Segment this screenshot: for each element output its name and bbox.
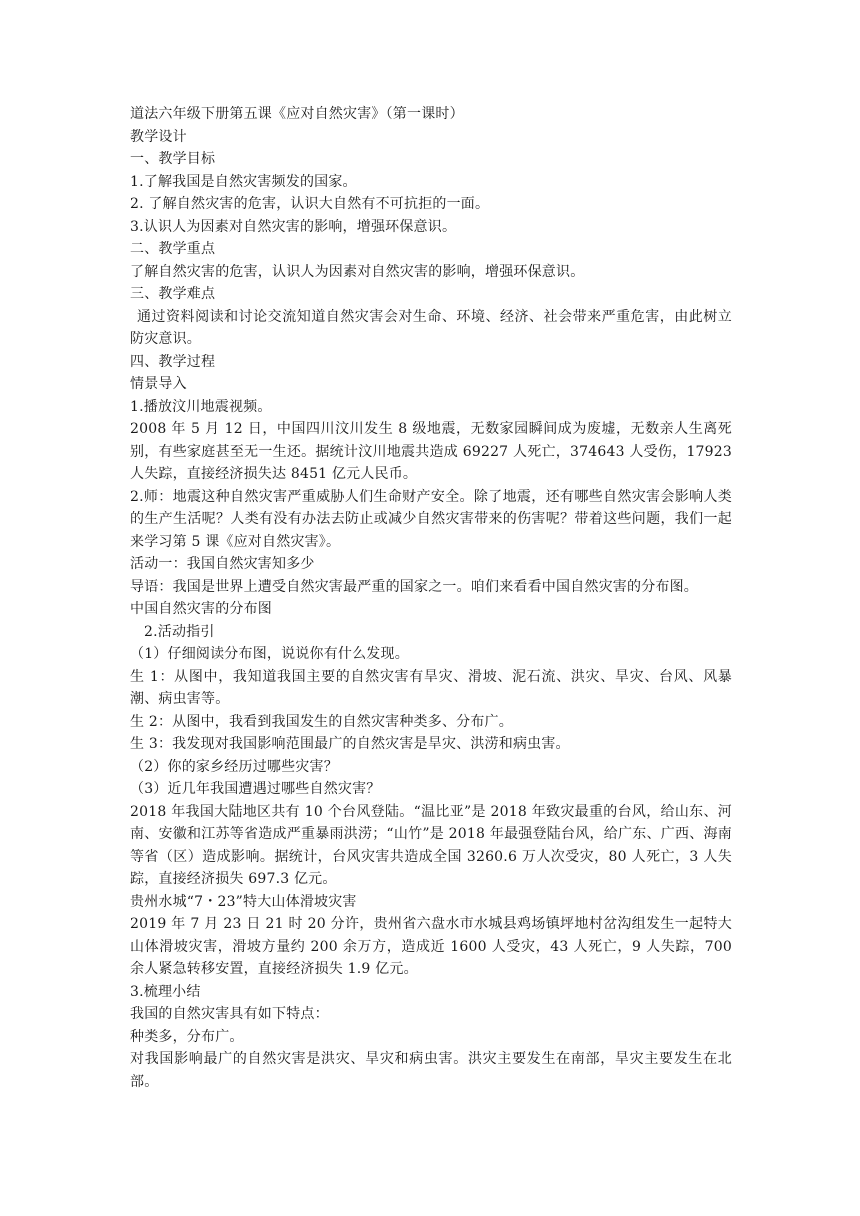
paragraph: 1.播放汶川地震视频。	[130, 398, 272, 415]
paragraph: （1）仔细阅读分布图，说说你有什么发现。	[130, 646, 409, 662]
paragraph: 活动一：我国自然灾害知多少	[130, 556, 315, 572]
section-heading: 三、教学难点	[130, 286, 216, 302]
paragraph: 生 3：我发现对我国影响范围最广的自然灾害是旱灾、洪涝和病虫害。	[130, 736, 570, 752]
paragraph: 2. 了解自然灾害的危害，认识大自然有不可抗拒的一面。	[130, 196, 490, 212]
paragraph: 生 1：从图中，我知道我国主要的自然灾害有旱灾、滑坡、泥石流、洪灾、旱灾、台风、风暴潮、病虫害等。	[130, 668, 732, 707]
paragraph: 通过资料阅读和讨论交流知道自然灾害会对生命、环境、经济、社会带来严重危害，由此树立防灾意识。	[130, 308, 732, 347]
paragraph: 我国的自然灾害具有如下特点：	[130, 1006, 329, 1022]
paragraph: （2）你的家乡经历过哪些灾害？	[130, 758, 338, 775]
paragraph: 导语：我国是世界上遭受自然灾害最严重的国家之一。咱们来看看中国自然灾害的分布图。	[130, 578, 698, 595]
paragraph: 对我国影响最广的自然灾害是洪灾、旱灾和病虫害。洪灾主要发生在南部，旱灾主要发生在北部。	[130, 1051, 732, 1090]
paragraph: 2.活动指引	[144, 623, 215, 640]
paragraph: 1.了解我国是自然灾害频发的国家。	[130, 173, 357, 190]
paragraph: 3.梳理小结	[130, 983, 201, 1000]
section-heading: 二、教学重点	[130, 241, 216, 257]
document-subtitle: 教学设计	[130, 128, 187, 145]
paragraph: 2019 年 7 月 23 日 21 时 20 分许，贵州省六盘水市水城县鸡场镇坪地村岔沟组发生一起特大山体滑坡灾害，滑坡方量约 200 余万方，造成近 1600 人受灾，43 人死亡，9 人失踪，700 余人紧急转移安置，直接经济损失 1.9 亿元。	[130, 916, 732, 977]
paragraph: 生 2：从图中，我看到我国发生的自然灾害种类多、分布广。	[130, 713, 513, 730]
paragraph: 3.认识人为因素对自然灾害的影响，增强环保意识。	[130, 218, 457, 235]
document-body	[130, 103, 732, 1093]
paragraph: 种类多，分布广。	[130, 1028, 244, 1045]
paragraph: 情景导入	[130, 376, 187, 392]
paragraph: 2008 年 5 月 12 日，中国四川汶川发生 8 级地震，无数家园瞬间成为废墟，无数亲人生离死别，有些家庭甚至无一生还。据统计汶川地震共造成 69227 人死亡，374643 人受伤，17923 人失踪，直接经济损失达 8451 亿元人民币。	[130, 421, 732, 482]
paragraph: （3）近几年我国遭遇过哪些自然灾害？	[130, 781, 381, 797]
section-heading: 四、教学过程	[130, 353, 216, 370]
paragraph: 贵州水城“7・23”特大山体滑坡灾害	[130, 893, 357, 910]
paragraph: 2.师：地震这种自然灾害严重威胁人们生命财产安全。除了地震，还有哪些自然灾害会影响人类的生产生活呢？人类有没有办法去防止或减少自然灾害带来的伤害呢？带着这些问题，我们一起来学习第 5 课《应对自然灾害》。	[130, 488, 732, 550]
paragraph: 中国自然灾害的分布图	[130, 601, 272, 617]
paragraph: 了解自然灾害的危害，认识人为因素对自然灾害的影响，增强环保意识。	[130, 263, 585, 280]
section-heading: 一、教学目标	[130, 151, 216, 167]
paragraph: 2018 年我国大陆地区共有 10 个台风登陆。“温比亚”是 2018 年致灾最重的台风，给山东、河南、安徽和江苏等省造成严重暴雨洪涝；“山竹”是 2018 年最强登陆台风，给广东、广西、海南等省（区）造成影响。据统计，台风灾害共造成全国 3260.6 万人次受灾，80 人死亡，3 人失踪，直接经济损失 697.3 亿元。	[130, 803, 732, 887]
document-title: 道法六年级下册第五课《应对自然灾害》（第一课时）	[130, 106, 464, 122]
